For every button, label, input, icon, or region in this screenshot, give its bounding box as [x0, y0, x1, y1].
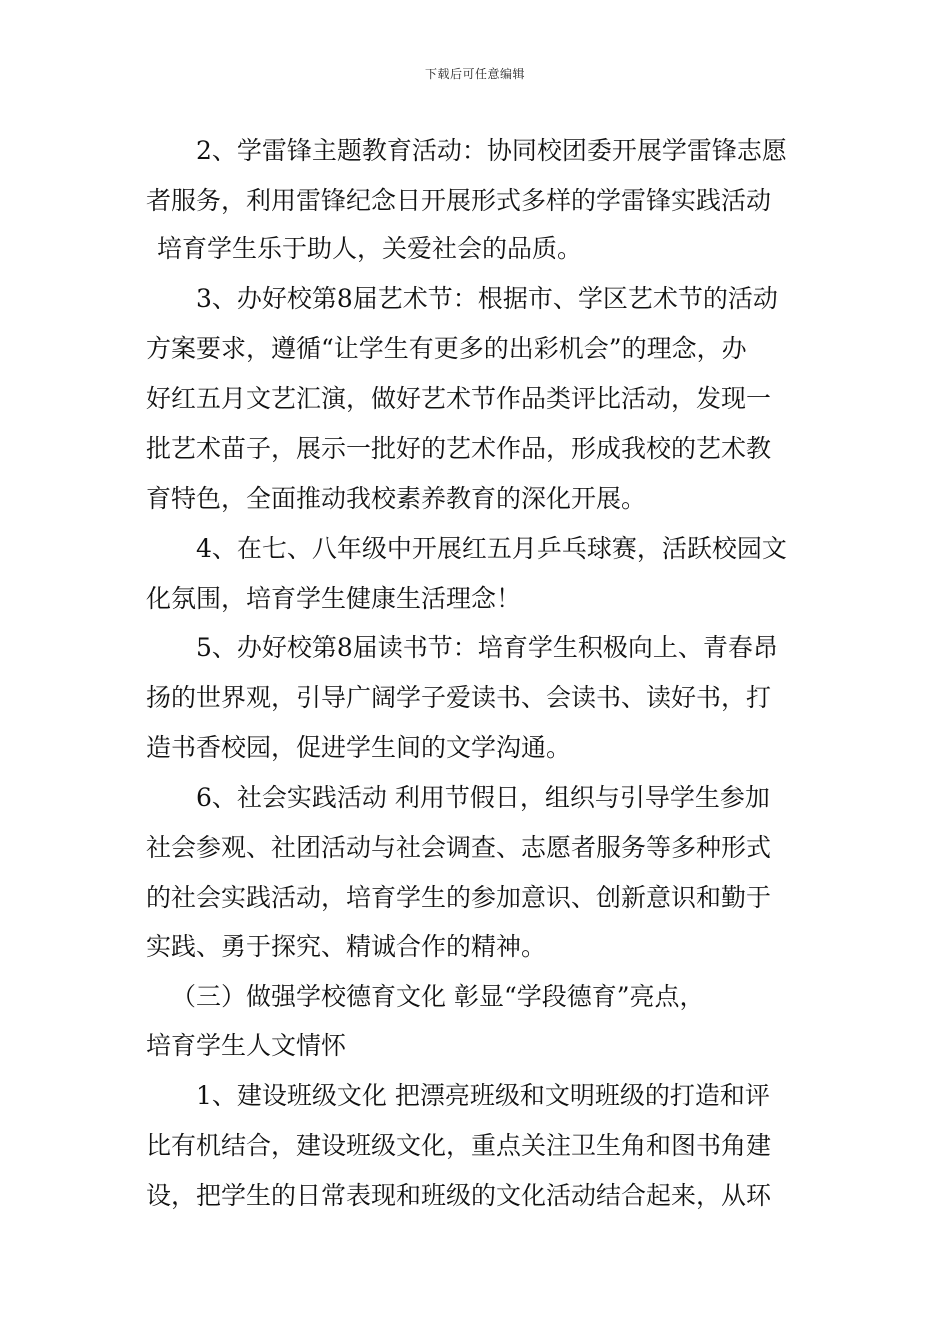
body-line: 方案要求，遵循“让学生有更多的出彩机会”的理念，办	[146, 334, 747, 363]
body-line: 造书香校园，促进学生间的文学沟通。	[146, 733, 572, 762]
body-line: 设，把学生的日常表现和班级的文化活动结合起来，从环	[146, 1181, 772, 1210]
section-heading: （三）做强学校德育文化 彰显“学段德育”亮点，	[171, 982, 705, 1011]
section-heading: 培育学生人文情怀	[146, 1031, 347, 1060]
body-line: 比有机结合，建设班级文化，重点关注卫生角和图书角建	[146, 1131, 772, 1160]
body-line: 批艺术苗子，展示一批好的艺术作品，形成我校的艺术教	[146, 434, 772, 463]
body-line: 化氛围，培育学生健康生活理念！	[146, 584, 522, 613]
body-line: 社会参观、社团活动与社会调查、志愿者服务等多种形式	[146, 833, 772, 862]
body-line: 5、办好校第8届读书节：培育学生积极向上、青春昂	[196, 633, 778, 662]
body-line: 实践、勇于探究、精诚合作的精神。	[146, 932, 547, 961]
body-line: 1、建设班级文化 把漂亮班级和文明班级的打造和评	[196, 1081, 770, 1110]
body-line: 培育学生乐于助人，关爱社会的品质。	[157, 234, 583, 263]
body-line: 的社会实践活动，培育学生的参加意识、创新意识和勤于	[146, 883, 772, 912]
body-line: 者服务，利用雷锋纪念日开展形式多样的学雷锋实践活动	[146, 186, 772, 215]
body-line: 扬的世界观，引导广阔学子爱读书、会读书、读好书，打	[146, 683, 772, 712]
body-line: 好红五月文艺汇演，做好艺术节作品类评比活动，发现一	[146, 384, 772, 413]
body-line: 6、社会实践活动 利用节假日，组织与引导学生参加	[196, 783, 770, 812]
body-line: 4、在七、八年级中开展红五月乒乓球赛，活跃校园文	[196, 534, 787, 563]
page-header: 下载后可任意编辑	[424, 67, 525, 81]
body-line: 3、办好校第8届艺术节：根据市、学区艺术节的活动	[196, 284, 778, 313]
body-line: 2、学雷锋主题教育活动：协同校团委开展学雷锋志愿	[196, 136, 787, 165]
body-line: 育特色，全面推动我校素养教育的深化开展。	[146, 484, 647, 513]
